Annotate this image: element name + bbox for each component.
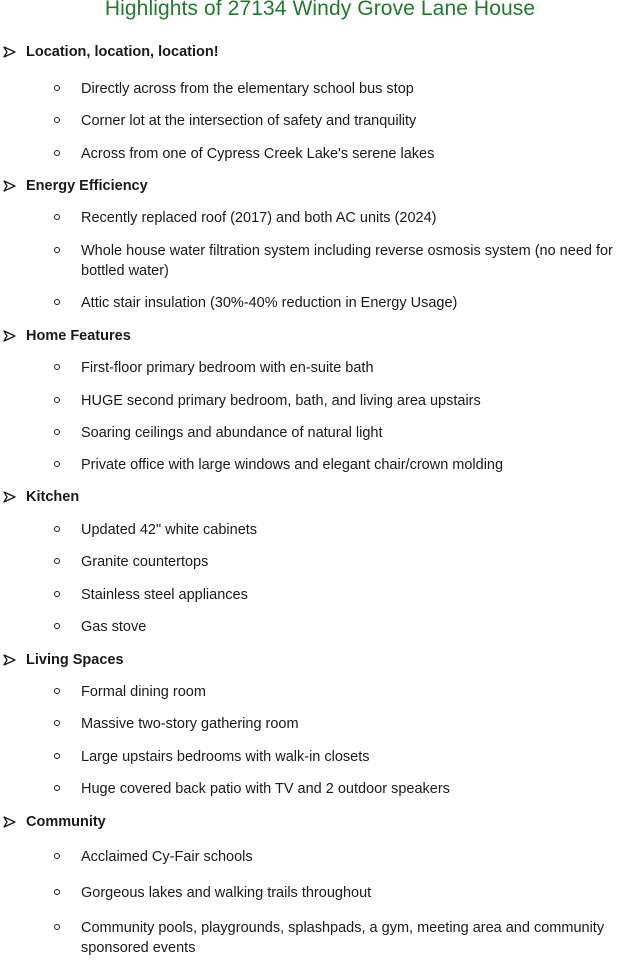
- hollow-circle-bullet-icon: [54, 247, 60, 253]
- list-item-text: Huge covered back patio with TV and 2 outdoor speakers: [81, 781, 450, 797]
- hollow-circle-bullet-icon: [54, 429, 60, 435]
- arrowhead-bullet-icon: [3, 46, 16, 58]
- list-item-text: Corner lot at the intersection of safety and tranquility: [81, 113, 417, 129]
- hollow-circle-bullet-icon: [54, 397, 60, 403]
- list-item-text: Across from one of Cypress Creek Lake's serene lakes: [81, 146, 435, 162]
- section-title: Community: [26, 814, 106, 830]
- hollow-circle-bullet-icon: [54, 558, 60, 564]
- section-title: Energy Efficiency: [26, 178, 148, 194]
- hollow-circle-bullet-icon: [54, 364, 60, 370]
- hollow-circle-bullet-icon: [54, 591, 60, 597]
- hollow-circle-bullet-icon: [54, 785, 60, 791]
- list-item-text: HUGE second primary bedroom, bath, and living area upstairs: [81, 393, 481, 409]
- hollow-circle-bullet-icon: [54, 924, 60, 930]
- list-item-text: Gas stove: [81, 619, 147, 635]
- hollow-circle-bullet-icon: [54, 85, 60, 91]
- hollow-circle-bullet-icon: [54, 753, 60, 759]
- hollow-circle-bullet-icon: [54, 720, 60, 726]
- hollow-circle-bullet-icon: [54, 461, 60, 467]
- list-item-text: Recently replaced roof (2017) and both AC units (2024): [81, 210, 437, 226]
- list-item-text: Granite countertops: [81, 554, 209, 570]
- section-title: Kitchen: [26, 489, 80, 505]
- list-item-text: Directly across from the elementary school bus stop: [81, 81, 414, 97]
- arrowhead-bullet-icon: [3, 330, 16, 342]
- arrowhead-bullet-icon: [3, 180, 16, 192]
- list-item-text: Massive two-story gathering room: [81, 716, 299, 732]
- hollow-circle-bullet-icon: [54, 526, 60, 532]
- list-item-text: Formal dining room: [81, 684, 206, 700]
- list-item-text: Attic stair insulation (30%-40% reduction in Energy Usage): [81, 295, 458, 311]
- list-item-text: Gorgeous lakes and walking trails throughout: [81, 885, 372, 901]
- hollow-circle-bullet-icon: [54, 889, 60, 895]
- page-title: Highlights of 27134 Windy Grove Lane House: [104, 0, 536, 20]
- hollow-circle-bullet-icon: [54, 623, 60, 629]
- list-item-text: Soaring ceilings and abundance of natural light: [81, 425, 383, 441]
- hollow-circle-bullet-icon: [54, 299, 60, 305]
- arrowhead-bullet-icon: [3, 491, 16, 503]
- section-title: Home Features: [26, 328, 131, 344]
- list-item-text: Private office with large windows and elegant chair/crown molding: [81, 457, 504, 473]
- hollow-circle-bullet-icon: [54, 150, 60, 156]
- list-item-text: Large upstairs bedrooms with walk-in closets: [81, 749, 370, 765]
- list-item-text: Acclaimed Cy-Fair schools: [81, 849, 253, 865]
- list-item-text: Stainless steel appliances: [81, 587, 248, 603]
- list-item-text: Community pools, playgrounds, splashpads, a gym, meeting area and community sponsored events: [81, 920, 605, 956]
- list-item-text: Updated 42" white cabinets: [81, 522, 258, 538]
- list-item-text: First-floor primary bedroom with en-suite bath: [81, 360, 374, 376]
- hollow-circle-bullet-icon: [54, 853, 60, 859]
- arrowhead-bullet-icon: [3, 816, 16, 828]
- hollow-circle-bullet-icon: [54, 214, 60, 220]
- list-item-text: Whole house water filtration system including reverse osmosis system (no need for bottled water): [81, 243, 613, 279]
- hollow-circle-bullet-icon: [54, 688, 60, 694]
- hollow-circle-bullet-icon: [54, 117, 60, 123]
- arrowhead-bullet-icon: [3, 654, 16, 666]
- section-title: Living Spaces: [26, 652, 124, 668]
- section-title: Location, location, location!: [26, 44, 219, 60]
